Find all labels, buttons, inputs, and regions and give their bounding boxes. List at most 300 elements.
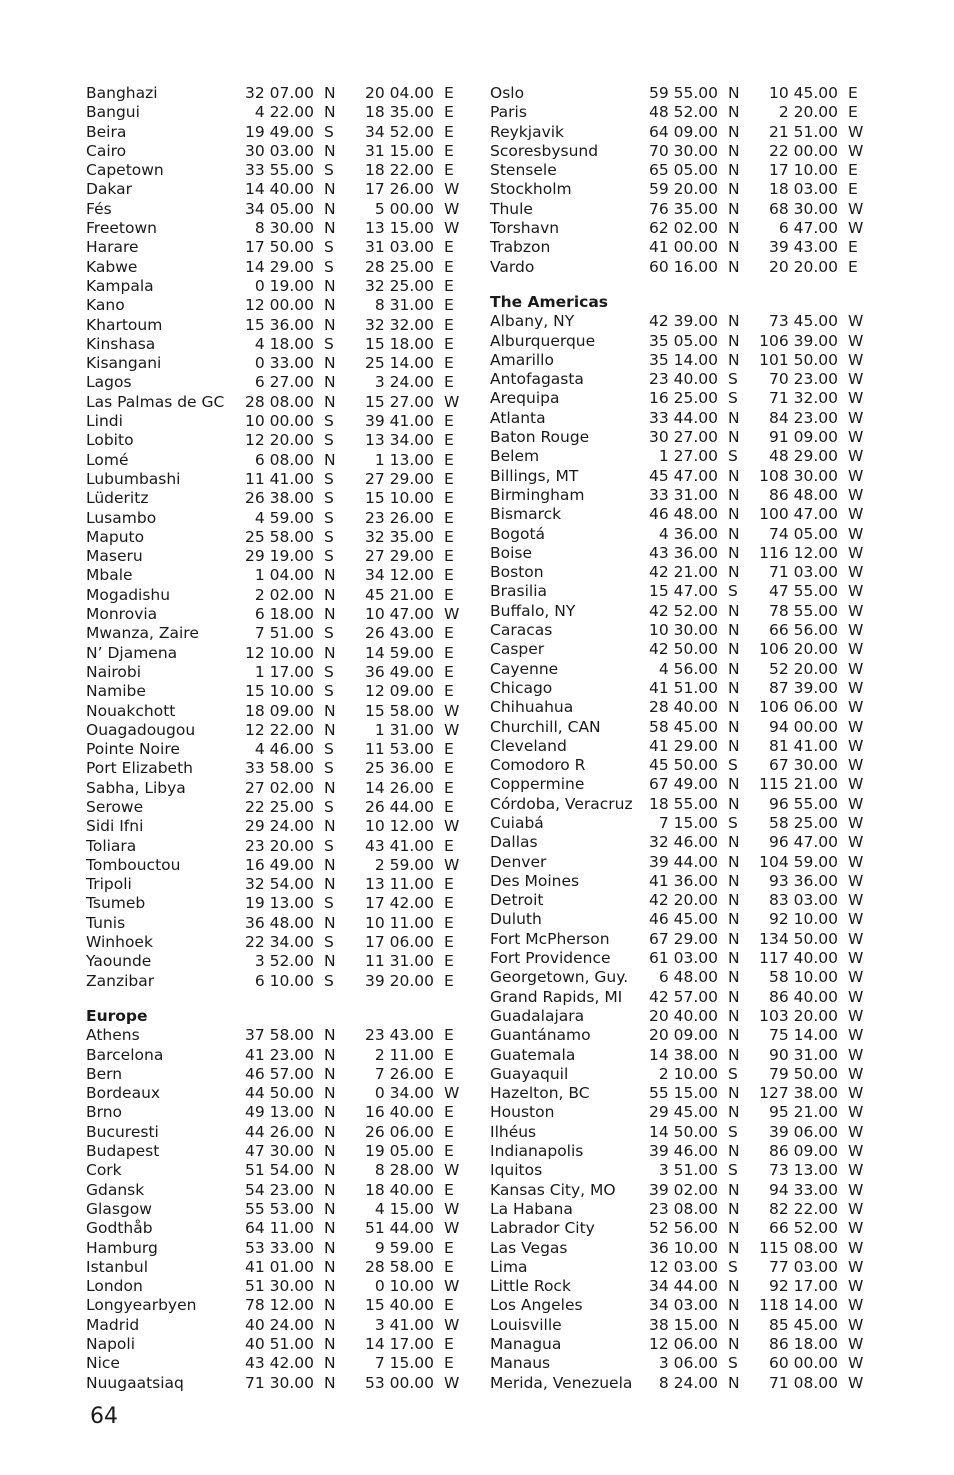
latitude-value: 29 19.00 [244,547,314,566]
longitude-hemisphere: E [848,84,858,102]
latitude-hemisphere: N [324,1354,336,1373]
latitude-hemisphere: N [324,875,336,894]
longitude-value: 28 58.00 [364,1257,434,1276]
longitude-value: 83 03.00 [768,891,838,910]
longitude-value: 84 23.00 [768,408,838,427]
city-name: Bogotá [490,524,546,543]
table-row [490,1219,870,1238]
table-row [86,103,466,122]
latitude-value: 6 27.00 [254,373,314,392]
latitude-hemisphere: S [324,257,334,276]
longitude-value: 51 44.00 [364,1219,434,1238]
latitude-hemisphere: S [324,933,334,952]
table-row [490,142,870,161]
longitude-value: 15 27.00 [364,392,434,411]
table-row [86,1354,466,1373]
city-name: Lomé [86,450,129,469]
latitude-value: 28 40.00 [648,698,718,717]
longitude-hemisphere: W [848,331,864,350]
city-name: Georgetown, Guy. [490,968,629,987]
latitude-value: 39 44.00 [648,852,718,871]
city-name: Beira [86,122,127,141]
longitude-hemisphere: W [848,370,864,389]
longitude-value: 87 39.00 [768,678,838,697]
city-name: Dallas [490,833,538,852]
latitude-value: 32 46.00 [648,833,718,852]
city-name: Tombouctou [86,855,181,874]
right-column [490,84,870,1393]
city-name: Tsumeb [86,894,146,913]
longitude-hemisphere: E [444,662,454,681]
longitude-value: 10 11.00 [364,913,434,932]
city-name: Kansas City, MO [490,1180,616,1199]
longitude-hemisphere: W [444,180,460,199]
longitude-hemisphere: W [444,855,460,874]
longitude-value: 25 36.00 [364,759,434,778]
latitude-value: 55 15.00 [648,1084,718,1103]
longitude-hemisphere: W [848,1219,864,1238]
city-name: Barcelona [86,1045,164,1064]
longitude-value: 8 31.00 [374,296,434,315]
latitude-value: 38 15.00 [648,1315,718,1334]
longitude-value: 23 43.00 [364,1026,434,1045]
latitude-value: 29 45.00 [648,1103,718,1122]
latitude-hemisphere: N [324,1180,336,1199]
longitude-value: 10 12.00 [364,817,434,836]
latitude-value: 43 42.00 [244,1354,314,1373]
longitude-hemisphere: W [848,891,864,910]
city-name: Zanzibar [86,971,155,990]
table-row [490,351,870,370]
longitude-value: 2 59.00 [374,855,434,874]
longitude-value: 14 59.00 [364,643,434,662]
latitude-value: 36 48.00 [244,913,314,932]
table-row [86,740,466,759]
latitude-value: 54 23.00 [244,1180,314,1199]
longitude-value: 7 26.00 [374,1064,434,1083]
city-name: Billings, MT [490,466,579,485]
latitude-value: 14 29.00 [244,257,314,276]
longitude-value: 92 10.00 [768,910,838,929]
latitude-hemisphere: N [324,1045,336,1064]
longitude-hemisphere: W [848,813,864,832]
latitude-value: 41 36.00 [648,871,718,890]
table-row [490,467,870,486]
latitude-hemisphere: N [728,141,740,160]
longitude-value: 77 03.00 [768,1257,838,1276]
table-row [86,1026,466,1045]
table-row [86,296,466,315]
table-row [490,1181,870,1200]
longitude-hemisphere: E [848,103,858,122]
latitude-value: 14 40.00 [244,180,314,199]
longitude-hemisphere: W [848,987,864,1006]
city-name: Boise [490,543,533,562]
table-row [86,1200,466,1219]
latitude-value: 4 46.00 [254,740,314,759]
table-row [86,451,466,470]
latitude-value: 35 05.00 [648,331,718,350]
longitude-value: 53 00.00 [364,1373,434,1392]
latitude-value: 46 48.00 [648,505,718,524]
latitude-hemisphere: N [728,968,740,987]
table-row [86,759,466,778]
city-name: Guadalajara [490,1006,585,1025]
city-name: Antofagasta [490,370,584,389]
table-row [86,1123,466,1142]
table-row [490,1046,870,1065]
latitude-hemisphere: N [324,1373,336,1392]
longitude-value: 32 25.00 [364,276,434,295]
city-name: Yaounde [86,952,152,971]
city-name: Namibe [86,682,146,701]
city-name: Bucuresti [86,1122,159,1141]
city-name: Kabwe [86,257,138,276]
latitude-value: 61 03.00 [648,949,718,968]
longitude-hemisphere: W [848,1084,864,1103]
city-name: Kampala [86,276,154,295]
table-row [86,933,466,952]
longitude-value: 85 45.00 [768,1315,838,1334]
longitude-hemisphere: E [444,489,454,508]
table-row [490,814,870,833]
latitude-value: 65 05.00 [648,161,718,180]
longitude-value: 78 55.00 [768,601,838,620]
longitude-value: 2 20.00 [778,103,838,122]
longitude-value: 52 20.00 [768,659,838,678]
longitude-value: 106 06.00 [759,698,838,717]
city-name: Córdoba, Veracruz [490,794,633,813]
table-row [86,1046,466,1065]
longitude-value: 13 11.00 [364,875,434,894]
longitude-hemisphere: E [444,1064,454,1083]
longitude-hemisphere: W [848,1026,864,1045]
latitude-value: 39 46.00 [648,1142,718,1161]
latitude-value: 49 13.00 [244,1103,314,1122]
longitude-hemisphere: W [848,350,864,369]
table-row [490,1026,870,1045]
longitude-value: 32 35.00 [364,527,434,546]
longitude-value: 34 12.00 [364,566,434,585]
table-row [490,775,870,794]
table-row [86,856,466,875]
longitude-hemisphere: E [444,527,454,546]
table-row [86,316,466,335]
longitude-hemisphere: E [444,238,454,257]
city-name: Baton Rouge [490,428,590,447]
longitude-value: 3 41.00 [374,1315,434,1334]
latitude-hemisphere: N [728,505,740,524]
latitude-hemisphere: N [728,852,740,871]
latitude-value: 48 52.00 [648,103,718,122]
latitude-value: 15 36.00 [244,315,314,334]
latitude-hemisphere: N [728,1219,740,1238]
latitude-value: 1 17.00 [254,662,314,681]
city-name: Serowe [86,797,144,816]
longitude-hemisphere: W [444,1161,460,1180]
city-name: La Habana [490,1199,573,1218]
longitude-value: 67 30.00 [768,756,838,775]
longitude-value: 26 43.00 [364,624,434,643]
table-row [490,1354,870,1373]
latitude-value: 2 10.00 [658,1064,718,1083]
latitude-hemisphere: S [324,894,334,913]
city-name: Kano [86,296,125,315]
longitude-hemisphere: E [444,894,454,913]
latitude-value: 33 58.00 [244,759,314,778]
city-name: Ilhéus [490,1122,537,1141]
table-row [490,1161,870,1180]
table-row [490,872,870,891]
city-name: Hamburg [86,1238,158,1257]
city-name: Houston [490,1103,555,1122]
latitude-value: 12 22.00 [244,720,314,739]
city-name: Indianapolis [490,1142,584,1161]
city-name: Las Vegas [490,1238,568,1257]
longitude-hemisphere: E [444,315,454,334]
longitude-value: 21 51.00 [768,122,838,141]
latitude-value: 32 54.00 [244,875,314,894]
latitude-hemisphere: S [728,813,738,832]
longitude-hemisphere: E [444,257,454,276]
table-row [490,1316,870,1335]
city-name: Nuugaatsiaq [86,1373,184,1392]
longitude-hemisphere: W [848,1335,864,1353]
latitude-value: 60 16.00 [648,257,718,276]
latitude-hemisphere: N [324,720,336,739]
longitude-hemisphere: W [848,871,864,890]
latitude-hemisphere: N [728,1084,740,1103]
latitude-hemisphere: N [728,1296,740,1315]
table-row [86,238,466,257]
longitude-hemisphere: W [848,968,864,987]
longitude-hemisphere: W [444,1373,460,1392]
table-row [490,238,870,257]
longitude-value: 36 49.00 [364,662,434,681]
city-name: Istanbul [86,1257,149,1276]
latitude-value: 36 10.00 [648,1238,718,1257]
longitude-value: 71 32.00 [768,389,838,408]
latitude-value: 40 24.00 [244,1315,314,1334]
city-name: Lüderitz [86,489,149,508]
latitude-value: 14 50.00 [648,1122,718,1141]
longitude-value: 20 04.00 [364,84,434,102]
city-name: Cuiabá [490,813,544,832]
latitude-value: 23 08.00 [648,1199,718,1218]
longitude-hemisphere: E [444,469,454,488]
table-row [86,200,466,219]
latitude-hemisphere: S [324,759,334,778]
table-row [86,817,466,836]
longitude-hemisphere: E [848,257,858,276]
latitude-value: 28 08.00 [244,392,314,411]
table-row [490,312,870,331]
longitude-hemisphere: E [444,778,454,797]
city-name: Des Moines [490,871,580,890]
city-name: Chihuahua [490,698,574,717]
latitude-value: 27 02.00 [244,778,314,797]
longitude-hemisphere: W [848,389,864,408]
longitude-value: 39 06.00 [768,1122,838,1141]
latitude-hemisphere: S [728,1161,738,1180]
latitude-hemisphere: N [728,1199,740,1218]
table-row [86,721,466,740]
latitude-hemisphere: N [324,1199,336,1218]
city-name: Guayaquil [490,1064,569,1083]
longitude-hemisphere: W [444,392,460,411]
city-name: Boston [490,563,544,582]
city-name: Bismarck [490,505,562,524]
latitude-hemisphere: N [324,276,336,295]
latitude-value: 42 20.00 [648,891,718,910]
latitude-value: 0 19.00 [254,276,314,295]
latitude-value: 41 00.00 [648,238,718,257]
city-name: Fés [86,199,112,218]
city-name: Paris [490,103,527,122]
table-row [490,660,870,679]
table-row [86,586,466,605]
table-row [490,332,870,351]
longitude-value: 13 34.00 [364,431,434,450]
longitude-hemisphere: W [848,563,864,582]
longitude-hemisphere: W [848,543,864,562]
longitude-value: 60 00.00 [768,1354,838,1373]
longitude-hemisphere: W [444,199,460,218]
city-name: Las Palmas de GC [86,392,225,411]
latitude-value: 2 02.00 [254,585,314,604]
latitude-hemisphere: S [324,971,334,990]
table-row [490,1200,870,1219]
latitude-hemisphere: N [324,450,336,469]
longitude-hemisphere: E [444,1026,454,1045]
longitude-value: 66 56.00 [768,621,838,640]
latitude-value: 29 24.00 [244,817,314,836]
longitude-value: 15 10.00 [364,489,434,508]
table-row [86,547,466,566]
longitude-hemisphere: W [848,408,864,427]
city-name: Bern [86,1064,123,1083]
city-name: Cork [86,1161,122,1180]
latitude-hemisphere: N [324,566,336,585]
city-name: Albany, NY [490,312,575,331]
latitude-hemisphere: N [728,621,740,640]
longitude-value: 0 10.00 [374,1277,434,1296]
city-name: Coppermine [490,775,585,794]
city-name: Madrid [86,1315,140,1334]
longitude-hemisphere: W [848,736,864,755]
longitude-hemisphere: E [444,933,454,952]
table-row [86,1239,466,1258]
latitude-hemisphere: S [324,334,334,353]
latitude-hemisphere: N [324,84,336,102]
latitude-value: 42 39.00 [648,312,718,331]
latitude-hemisphere: N [728,350,740,369]
section-spacer [86,991,466,1007]
longitude-value: 82 22.00 [768,1199,838,1218]
longitude-hemisphere: W [444,1084,460,1103]
latitude-value: 15 10.00 [244,682,314,701]
longitude-value: 104 59.00 [759,852,838,871]
table-row [86,1316,466,1335]
latitude-hemisphere: N [728,1026,740,1045]
longitude-value: 71 03.00 [768,563,838,582]
city-name: Managua [490,1335,562,1353]
latitude-value: 25 58.00 [244,527,314,546]
city-name: Port Elizabeth [86,759,193,778]
table-row [490,795,870,814]
latitude-value: 41 01.00 [244,1257,314,1276]
longitude-hemisphere: E [444,1103,454,1122]
table-row [86,354,466,373]
longitude-hemisphere: E [444,276,454,295]
longitude-value: 86 09.00 [768,1142,838,1161]
table-row [490,505,870,524]
table-row [86,682,466,701]
longitude-value: 43 41.00 [364,836,434,855]
latitude-hemisphere: N [728,833,740,852]
city-name: Lindi [86,412,123,431]
table-row [490,486,870,505]
longitude-hemisphere: W [848,698,864,717]
table-row [490,84,870,103]
city-name: Grand Rapids, MI [490,987,623,1006]
city-name: Hazelton, BC [490,1084,590,1103]
longitude-value: 22 00.00 [768,141,838,160]
table-row [86,1258,466,1277]
longitude-value: 73 45.00 [768,312,838,331]
longitude-hemisphere: E [848,238,858,257]
longitude-value: 0 34.00 [374,1084,434,1103]
table-row [490,1007,870,1026]
latitude-hemisphere: N [728,1103,740,1122]
longitude-hemisphere: E [444,1238,454,1257]
latitude-hemisphere: N [324,1219,336,1238]
latitude-value: 62 02.00 [648,219,718,238]
latitude-value: 18 55.00 [648,794,718,813]
longitude-hemisphere: W [848,1257,864,1276]
latitude-hemisphere: S [728,1354,738,1373]
longitude-hemisphere: E [444,296,454,315]
latitude-hemisphere: N [324,296,336,315]
longitude-hemisphere: W [848,447,864,466]
latitude-value: 44 50.00 [244,1084,314,1103]
latitude-hemisphere: S [728,1257,738,1276]
city-name: Gdansk [86,1180,145,1199]
city-name: Little Rock [490,1277,571,1296]
longitude-hemisphere: W [848,929,864,948]
longitude-hemisphere: E [444,566,454,585]
city-name: Nairobi [86,662,142,681]
latitude-value: 42 52.00 [648,601,718,620]
latitude-hemisphere: N [324,392,336,411]
longitude-value: 17 26.00 [364,180,434,199]
latitude-value: 12 03.00 [648,1257,718,1276]
longitude-hemisphere: W [848,1238,864,1257]
table-row [490,103,870,122]
city-name: Kisangani [86,354,162,373]
table-row [490,698,870,717]
city-name: Buffalo, NY [490,601,576,620]
latitude-value: 42 21.00 [648,563,718,582]
page-number: 64 [90,1404,118,1429]
table-row [490,1142,870,1161]
latitude-value: 35 14.00 [648,350,718,369]
table-row [490,1103,870,1122]
latitude-value: 19 13.00 [244,894,314,913]
city-name: Maputo [86,527,145,546]
longitude-value: 17 06.00 [364,933,434,952]
longitude-value: 39 41.00 [364,412,434,431]
